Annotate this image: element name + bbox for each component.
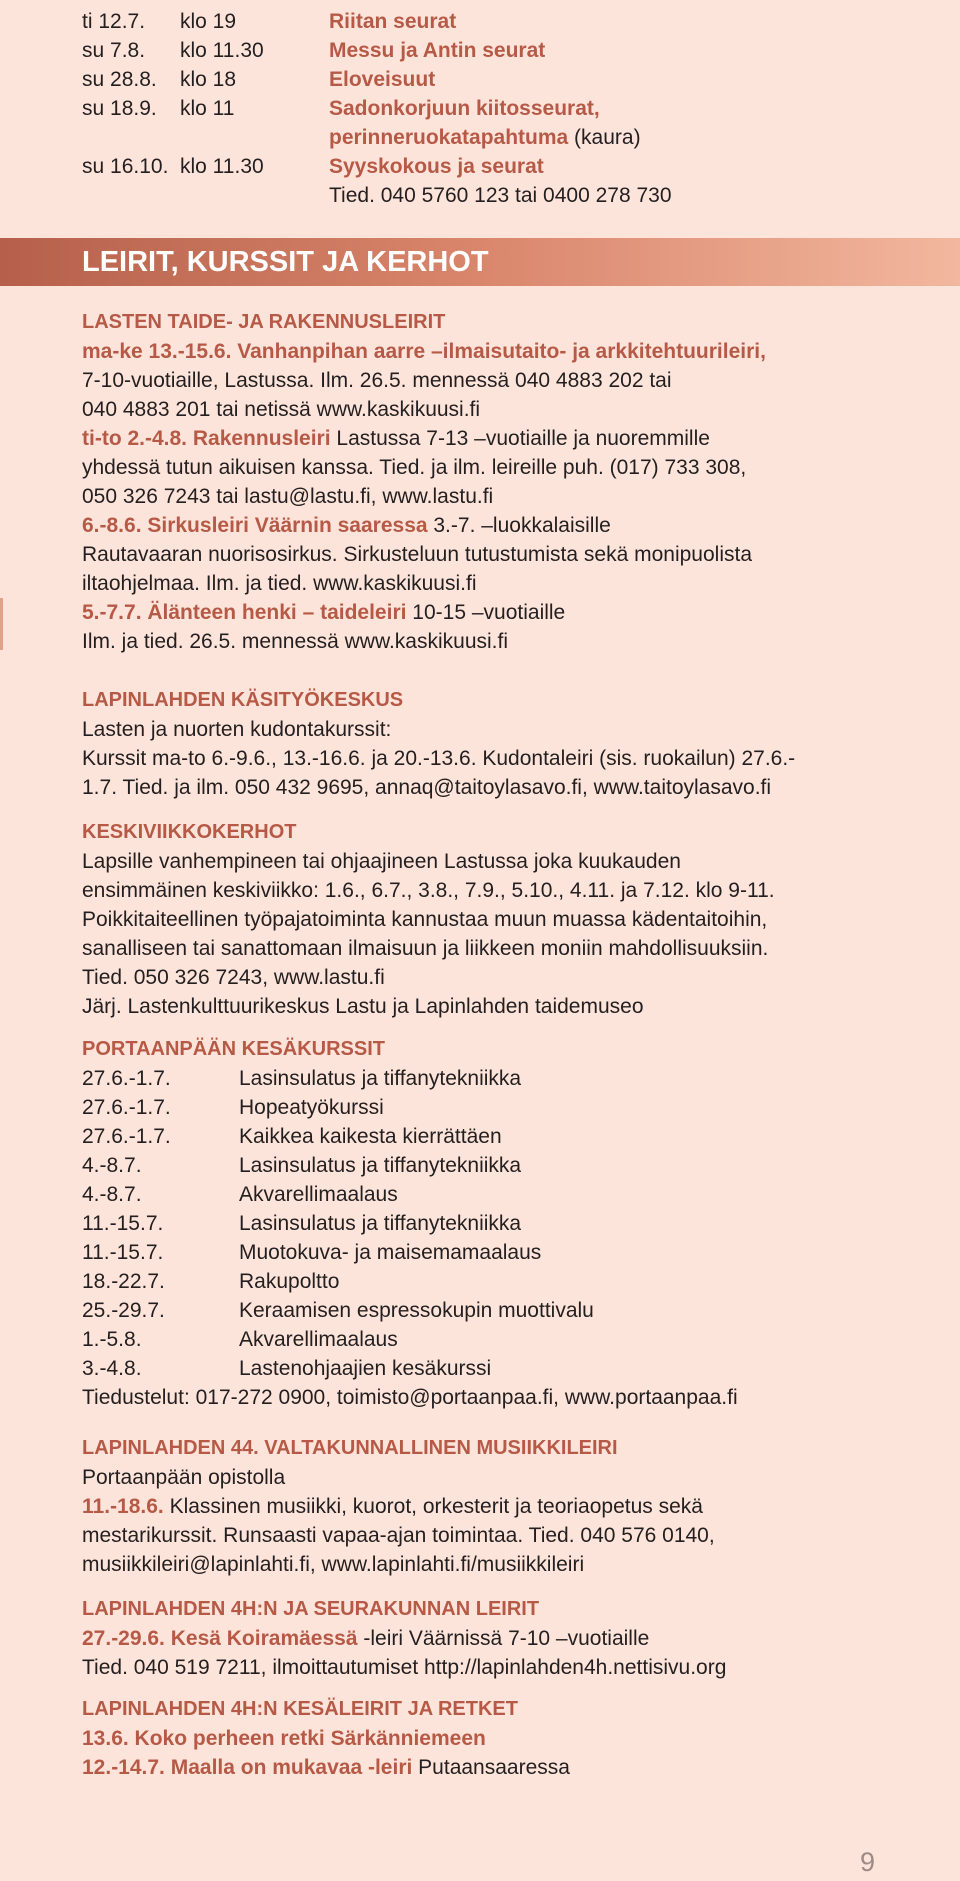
banner-title: LEIRIT, KURSSIT JA KERHOT	[82, 246, 489, 278]
course-row	[82, 1180, 942, 1209]
course-row	[82, 1151, 942, 1180]
course-date: 27.6.-1.7.	[82, 1096, 171, 1119]
section-heading: LAPINLAHDEN 44. VALTAKUNNALLINEN MUSIIKKILEIRI	[82, 1437, 618, 1459]
camp-item	[82, 598, 942, 656]
portaanpaa-section	[82, 1035, 942, 1412]
page-number: 9	[859, 1847, 875, 1877]
course-name: Lasinsulatus ja tiffanytekniikka	[239, 1067, 522, 1090]
camp-text: Lastussa 7-13 –vuotiaille ja nuoremmille	[330, 427, 710, 450]
course-date: 4.-8.7.	[82, 1183, 142, 1206]
course-date: 27.6.-1.7.	[82, 1067, 171, 1090]
event-date: ti 12.7.	[82, 10, 146, 33]
course-name: Akvarellimaalaus	[239, 1328, 398, 1351]
camp-title: 6.-8.6. Sirkusleiri Väärnin saaressa	[82, 514, 428, 537]
course-row	[82, 1325, 942, 1354]
section-text: ensimmäinen keskiviikko: 1.6., 6.7., 3.8., 7.9., 5.10., 4.11. ja 7.12. klo 9-11.	[82, 879, 775, 902]
course-row	[82, 1238, 942, 1267]
event-date: su 7.8.	[82, 39, 146, 62]
camp-title: 5.-7.7. Älänteen henki – taideleiri	[82, 601, 407, 624]
event-time: klo 19	[180, 10, 237, 33]
musiikki-section	[82, 1434, 942, 1579]
camp-text: Rautavaaran nuorisosirkus. Sirkusteluun tutustumista sekä monipuolista	[82, 543, 753, 566]
section-text: -leiri Väärnissä 7-10 –vuotiaille	[357, 1627, 650, 1650]
course-date: 18.-22.7.	[82, 1270, 165, 1293]
course-name: Lastenohjaajien kesäkurssi	[239, 1357, 492, 1380]
fourh-retket-section	[82, 1695, 942, 1782]
event-name: Messu ja Antin seurat	[329, 39, 546, 62]
camp-title: ma-ke 13.-15.6. Vanhanpihan aarre –ilmaisutaito- ja arkkitehtuurileiri,	[82, 340, 766, 363]
course-row	[82, 1296, 942, 1325]
course-name: Akvarellimaalaus	[239, 1183, 398, 1206]
camp-item	[82, 337, 942, 424]
side-marker	[0, 598, 3, 650]
event-date: su 16.10.	[82, 155, 169, 178]
keski-section	[82, 818, 942, 1021]
event-time: klo 11.30	[180, 155, 264, 178]
course-name: Lasinsulatus ja tiffanytekniikka	[239, 1154, 522, 1177]
course-row	[82, 1209, 942, 1238]
event-time: klo 18	[180, 68, 237, 91]
event-contact: Tied. 040 5760 123 tai 0400 278 730	[329, 184, 672, 207]
camp-text: yhdessä tutun aikuisen kanssa. Tied. ja ilm. leireille puh. (017) 733 308,	[82, 456, 747, 479]
course-name: Hopeatyökurssi	[239, 1096, 384, 1119]
section-heading: LAPINLAHDEN 4H:N KESÄLEIRIT JA RETKET	[82, 1698, 518, 1720]
trip-title: 13.6. Koko perheen retki Särkänniemeen	[82, 1727, 486, 1750]
camp-text: iltaohjelmaa. Ilm. ja tied. www.kaskikuusi.fi	[82, 572, 477, 595]
section-heading: KESKIVIIKKOKERHOT	[82, 821, 297, 843]
course-date: 25.-29.7.	[82, 1299, 165, 1322]
course-row	[82, 1354, 942, 1383]
course-date: 4.-8.7.	[82, 1154, 142, 1177]
section-heading: PORTAANPÄÄN KESÄKURSSIT	[82, 1038, 385, 1060]
section-text: Lasten ja nuorten kudontakurssit:	[82, 718, 392, 741]
course-name: Muotokuva- ja maisemamaalaus	[239, 1241, 542, 1264]
section-text: Kurssit ma-to 6.-9.6., 13.-16.6. ja 20.-13.6. Kudontaleiri (sis. ruokailun) 27.6.-	[82, 747, 796, 770]
course-name: Rakupoltto	[239, 1270, 340, 1293]
course-date: 3.-4.8.	[82, 1357, 142, 1380]
section-text: Tied. 040 519 7211, ilmoittautumiset http://lapinlahden4h.nettisivu.org	[82, 1656, 727, 1679]
camp-text: 050 326 7243 tai lastu@lastu.fi, www.lastu.fi	[82, 485, 494, 508]
camp-title: 12.-14.7. Maalla on mukavaa -leiri	[82, 1756, 413, 1779]
course-name: Kaikkea kaikesta kierrättäen	[239, 1125, 502, 1148]
section-text: Klassinen musiikki, kuorot, orkesterit ja teoriaopetus sekä	[163, 1495, 703, 1518]
camp-text: 10-15 –vuotiaille	[406, 601, 566, 624]
camp-date: 11.-18.6.	[82, 1495, 164, 1518]
event-name: Syyskokous ja seurat	[329, 155, 544, 178]
course-name: Lasinsulatus ja tiffanytekniikka	[239, 1212, 522, 1235]
camp-text: Ilm. ja tied. 26.5. mennessä www.kaskikuusi.fi	[82, 630, 509, 653]
event-name: Eloveisuut	[329, 68, 436, 91]
course-date: 11.-15.7.	[82, 1241, 164, 1264]
event-date: su 18.9.	[82, 97, 157, 120]
event-name-continued: perinneruokatapahtuma (kaura)	[329, 126, 641, 149]
course-date: 1.-5.8.	[82, 1328, 142, 1351]
event-time: klo 11.30	[180, 39, 264, 62]
course-date: 27.6.-1.7.	[82, 1125, 171, 1148]
camp-text: 7-10-vuotiaille, Lastussa. Ilm. 26.5. mennessä 040 4883 202 tai	[82, 369, 672, 392]
camp-title: ti-to 2.-4.8. Rakennusleiri	[82, 427, 331, 450]
event-name: Riitan seurat	[329, 10, 457, 33]
section-heading: LAPINLAHDEN 4H:N JA SEURAKUNNAN LEIRIT	[82, 1598, 540, 1620]
section-text: musiikkileiri@lapinlahti.fi, www.lapinlahti.fi/musiikkileiri	[82, 1553, 585, 1576]
section-text: Portaanpään opistolla	[82, 1466, 286, 1489]
lasten-section	[82, 308, 942, 656]
section-text: Putaansaaressa	[412, 1756, 570, 1779]
camp-item	[82, 511, 942, 598]
course-row	[82, 1064, 942, 1093]
event-date: su 28.8.	[82, 68, 157, 91]
section-heading: LAPINLAHDEN KÄSITYÖKESKUS	[82, 689, 404, 711]
section-text: Järj. Lastenkulttuurikeskus Lastu ja Lapinlahden taidemuseo	[82, 995, 644, 1018]
kasityo-section	[82, 686, 942, 802]
section-text: 1.7. Tied. ja ilm. 050 432 9695, annaq@taitoylasavo.fi, www.taitoylasavo.fi	[82, 776, 772, 799]
section-banner	[0, 238, 960, 286]
event-time: klo 11	[180, 97, 235, 120]
course-row	[82, 1093, 942, 1122]
camp-text: 3.-7. –luokkalaisille	[427, 514, 611, 537]
section-text: Lapsille vanhempineen tai ohjaajineen Lastussa joka kuukauden	[82, 850, 681, 873]
section-text: Poikkitaiteellinen työpajatoiminta kannustaa muun muassa kädentaitoihin,	[82, 908, 768, 931]
event-name: Sadonkorjuun kiitosseurat,	[329, 97, 600, 120]
section-text: mestarikurssit. Runsaasti vapaa-ajan toimintaa. Tied. 040 576 0140,	[82, 1524, 715, 1547]
section-contact: Tiedustelut: 017-272 0900, toimisto@portaanpaa.fi, www.portaanpaa.fi	[82, 1386, 738, 1409]
section-text: sanalliseen tai sanattomaan ilmaisuun ja liikkeen moniin mahdollisuuksiin.	[82, 937, 769, 960]
course-row	[82, 1267, 942, 1296]
section-text: Tied. 050 326 7243, www.lastu.fi	[82, 966, 385, 989]
section-heading: LASTEN TAIDE- JA RAKENNUSLEIRIT	[82, 311, 446, 333]
course-date: 11.-15.7.	[82, 1212, 164, 1235]
camp-item	[82, 424, 942, 511]
course-row	[82, 1122, 942, 1151]
course-name: Keraamisen espressokupin muottivalu	[239, 1299, 594, 1322]
fourh-section	[82, 1595, 942, 1682]
camp-text: 040 4883 201 tai netissä www.kaskikuusi.fi	[82, 398, 481, 421]
camp-title: 27.-29.6. Kesä Koiramäessä	[82, 1627, 358, 1650]
